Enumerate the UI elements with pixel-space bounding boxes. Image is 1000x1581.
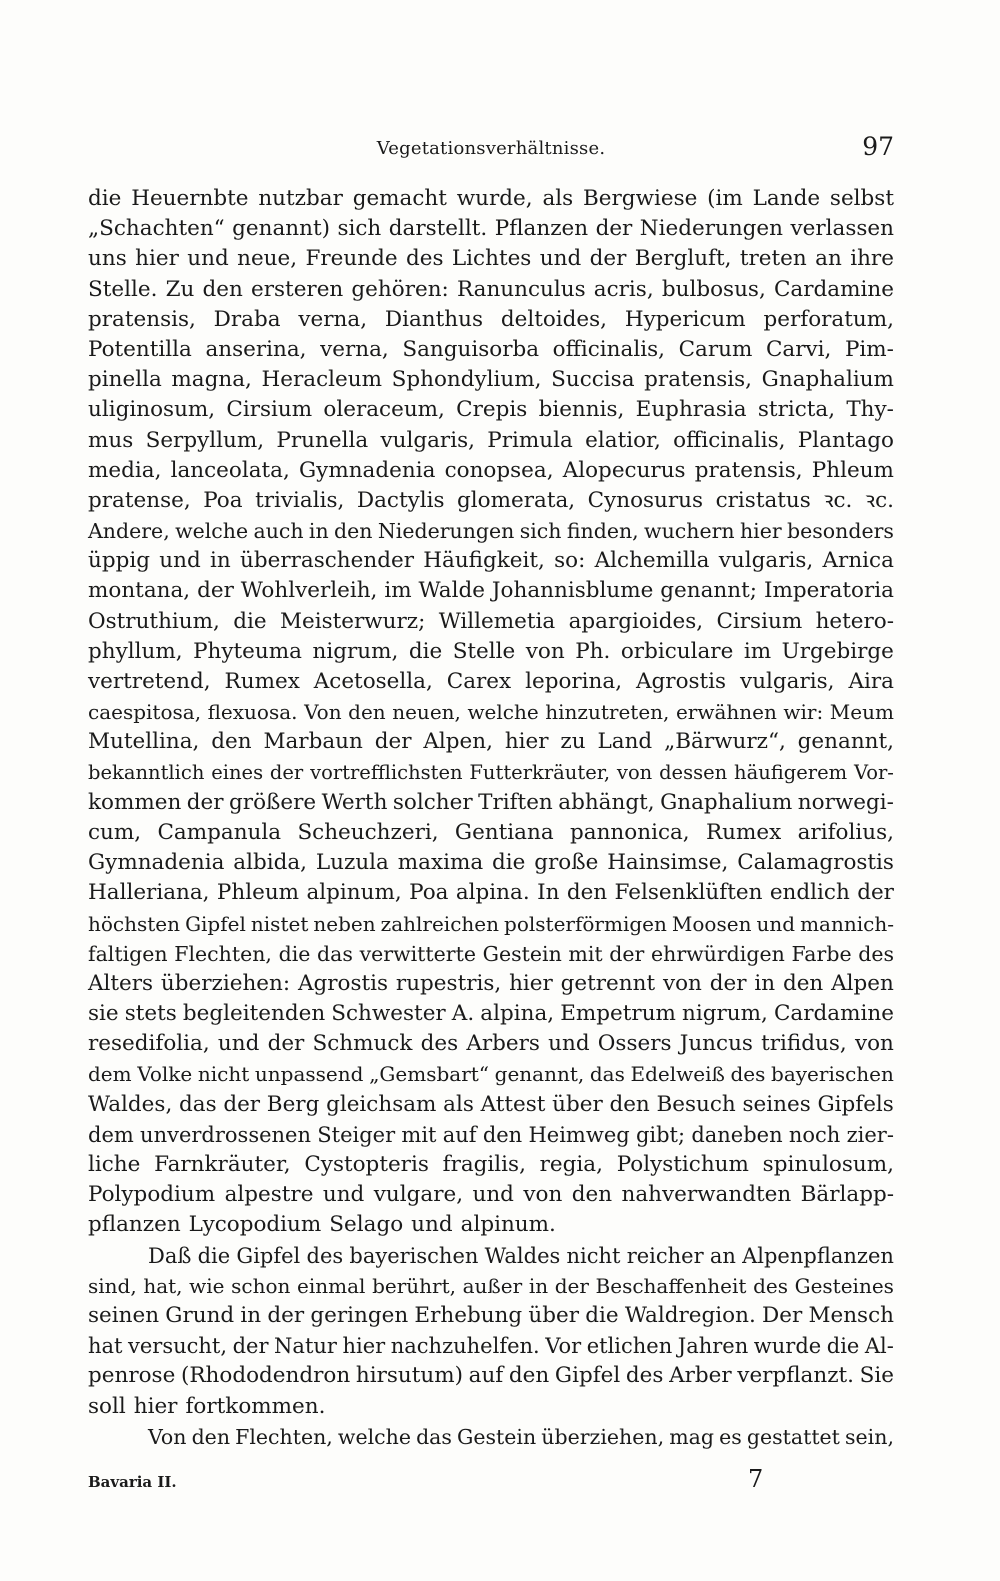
text-line: pflanzen Lycopodium Selago und alpinum. [88,1212,556,1238]
text-line: Stelle. Zu den ersteren gehören: Ranunculus acris, bulbosus, Cardamine [88,276,894,302]
text-line: soll hier fortkommen. [88,1393,326,1419]
printer-signature: Bavaria II. [88,1473,177,1491]
text-line: dem Volke nicht unpassend „Gemsbart“ genannt, das Edelweiß des bayerischen [88,1062,894,1087]
text-line: sie stets begleitenden Schwester A. alpina, Empetrum nigrum, Cardamine [88,1001,894,1027]
text-line: Mutellina, den Marbaun der Alpen, hier zu Land „Bärwurz“, genannt, [88,729,894,755]
text-line: hat versucht, der Natur hier nachzuhelfen. Vor etlichen Jahren wurde die Al- [88,1334,894,1359]
text-line: Alters überziehen: Agrostis rupestris, hier getrennt von der in den Alpen [88,970,894,996]
text-line: faltigen Flechten, die das verwitterte Gestein mit der ehrwürdigen Farbe des [88,941,894,966]
text-line: „Schachten“ genannt) sich darstellt. Pflanzen der Niederungen verlassen [88,216,894,242]
text-line: phyllum, Phyteuma nigrum, die Stelle von Ph. orbiculare im Urgebirge [88,638,894,664]
page-header [88,132,894,168]
text-line: Gymnadenia albida, Luzula maxima die große Hainsimse, Calamagrostis [88,850,894,876]
text-line: media, lanceolata, Gymnadenia conopsea, Alopecurus pratensis, Phleum [88,457,894,483]
text-line: Ostruthium, die Meisterwurz; Willemetia apargioides, Cirsium hetero- [88,608,894,634]
text-line: Von den Flechten, welche das Gestein überziehen, mag es gestattet sein, [148,1424,894,1449]
text-line: Waldes, das der Berg gleichsam als Attest über den Besuch seines Gipfels [88,1091,894,1117]
text-line: seinen Grund in der geringen Erhebung über die Waldregion. Der Mensch [88,1302,894,1328]
text-line: bekanntlich eines der vortrefflichsten Futterkräuter, von dessen häufigerem Vor- [88,760,894,784]
text-line: Daß die Gipfel des bayerischen Waldes nicht reicher an Alpenpflanzen [148,1243,894,1268]
text-line: caespitosa, flexuosa. Von den neuen, welche hinzutreten, erwähnen wir: Meum [88,700,894,725]
text-line: Andere, welche auch in den Niederungen sich finden, wuchern hier besonders [88,519,894,544]
text-line: die Heuernbte nutzbar gemacht wurde, als Bergwiese (im Lande selbst [88,186,894,211]
text-line: dem unverdrossenen Steiger mit auf den Heimweg gibt; daneben noch zier- [88,1122,894,1147]
text-line: vertretend, Rumex Acetosella, Carex leporina, Agrostis vulgaris, Aira [88,669,894,694]
text-line: Potentilla anserina, verna, Sanguisorba officinalis, Carum Carvi, Pim- [88,336,894,362]
text-line: Halleriana, Phleum alpinum, Poa alpina. In den Felsenklüften endlich der [88,880,894,906]
text-line: montana, der Wohlverleih, im Walde Johannisblume genannt; Imperatoria [88,578,894,604]
text-line: sind, hat, wie schon einmal berührt, außer in der Beschaffenheit des Gesteines [88,1273,894,1298]
body-text [88,184,894,1452]
running-title: Vegetationsverhältnisse. [376,138,606,159]
text-line: uns hier und neue, Freunde des Lichtes und der Bergluft, treten an ihre [88,246,894,272]
sheet-number: 7 [748,1465,764,1493]
text-line: pinella magna, Heracleum Sphondylium, Succisa pratensis, Gnaphalium [88,367,894,393]
text-line: kommen der größere Werth solcher Triften abhängt, Gnaphalium norwegi- [88,789,894,815]
text-line: üppig und in überraschender Häufigkeit, so: Alchemilla vulgaris, Arnica [88,548,894,574]
page-number: 97 [862,132,894,161]
page-footer [88,1465,894,1495]
text-line: höchsten Gipfel nistet neben zahlreichen polsterförmigen Moosen und mannich- [88,911,894,936]
text-line: pratense, Poa trivialis, Dactylis glomerata, Cynosurus cristatus ꝛc. ꝛc. [88,487,894,513]
text-line: mus Serpyllum, Prunella vulgaris, Primula elatior, officinalis, Plantago [88,427,894,453]
text-line: Polypodium alpestre und vulgare, und von den nahverwandten Bärlapp- [88,1182,894,1208]
text-line: liche Farnkräuter, Cystopteris fragilis, regia, Polystichum spinulosum, [88,1152,894,1177]
text-line: pratensis, Draba verna, Dianthus deltoides, Hypericum perforatum, [88,306,894,332]
text-line: uliginosum, Cirsium oleraceum, Crepis biennis, Euphrasia stricta, Thy- [88,397,894,423]
text-line: cum, Campanula Scheuchzeri, Gentiana pannonica, Rumex arifolius, [88,819,894,845]
text-line: resedifolia, und der Schmuck des Arbers und Ossers Juncus trifidus, von [88,1031,894,1057]
text-line: penrose (Rhododendron hirsutum) auf den Gipfel des Arber verpflanzt. Sie [88,1363,894,1389]
